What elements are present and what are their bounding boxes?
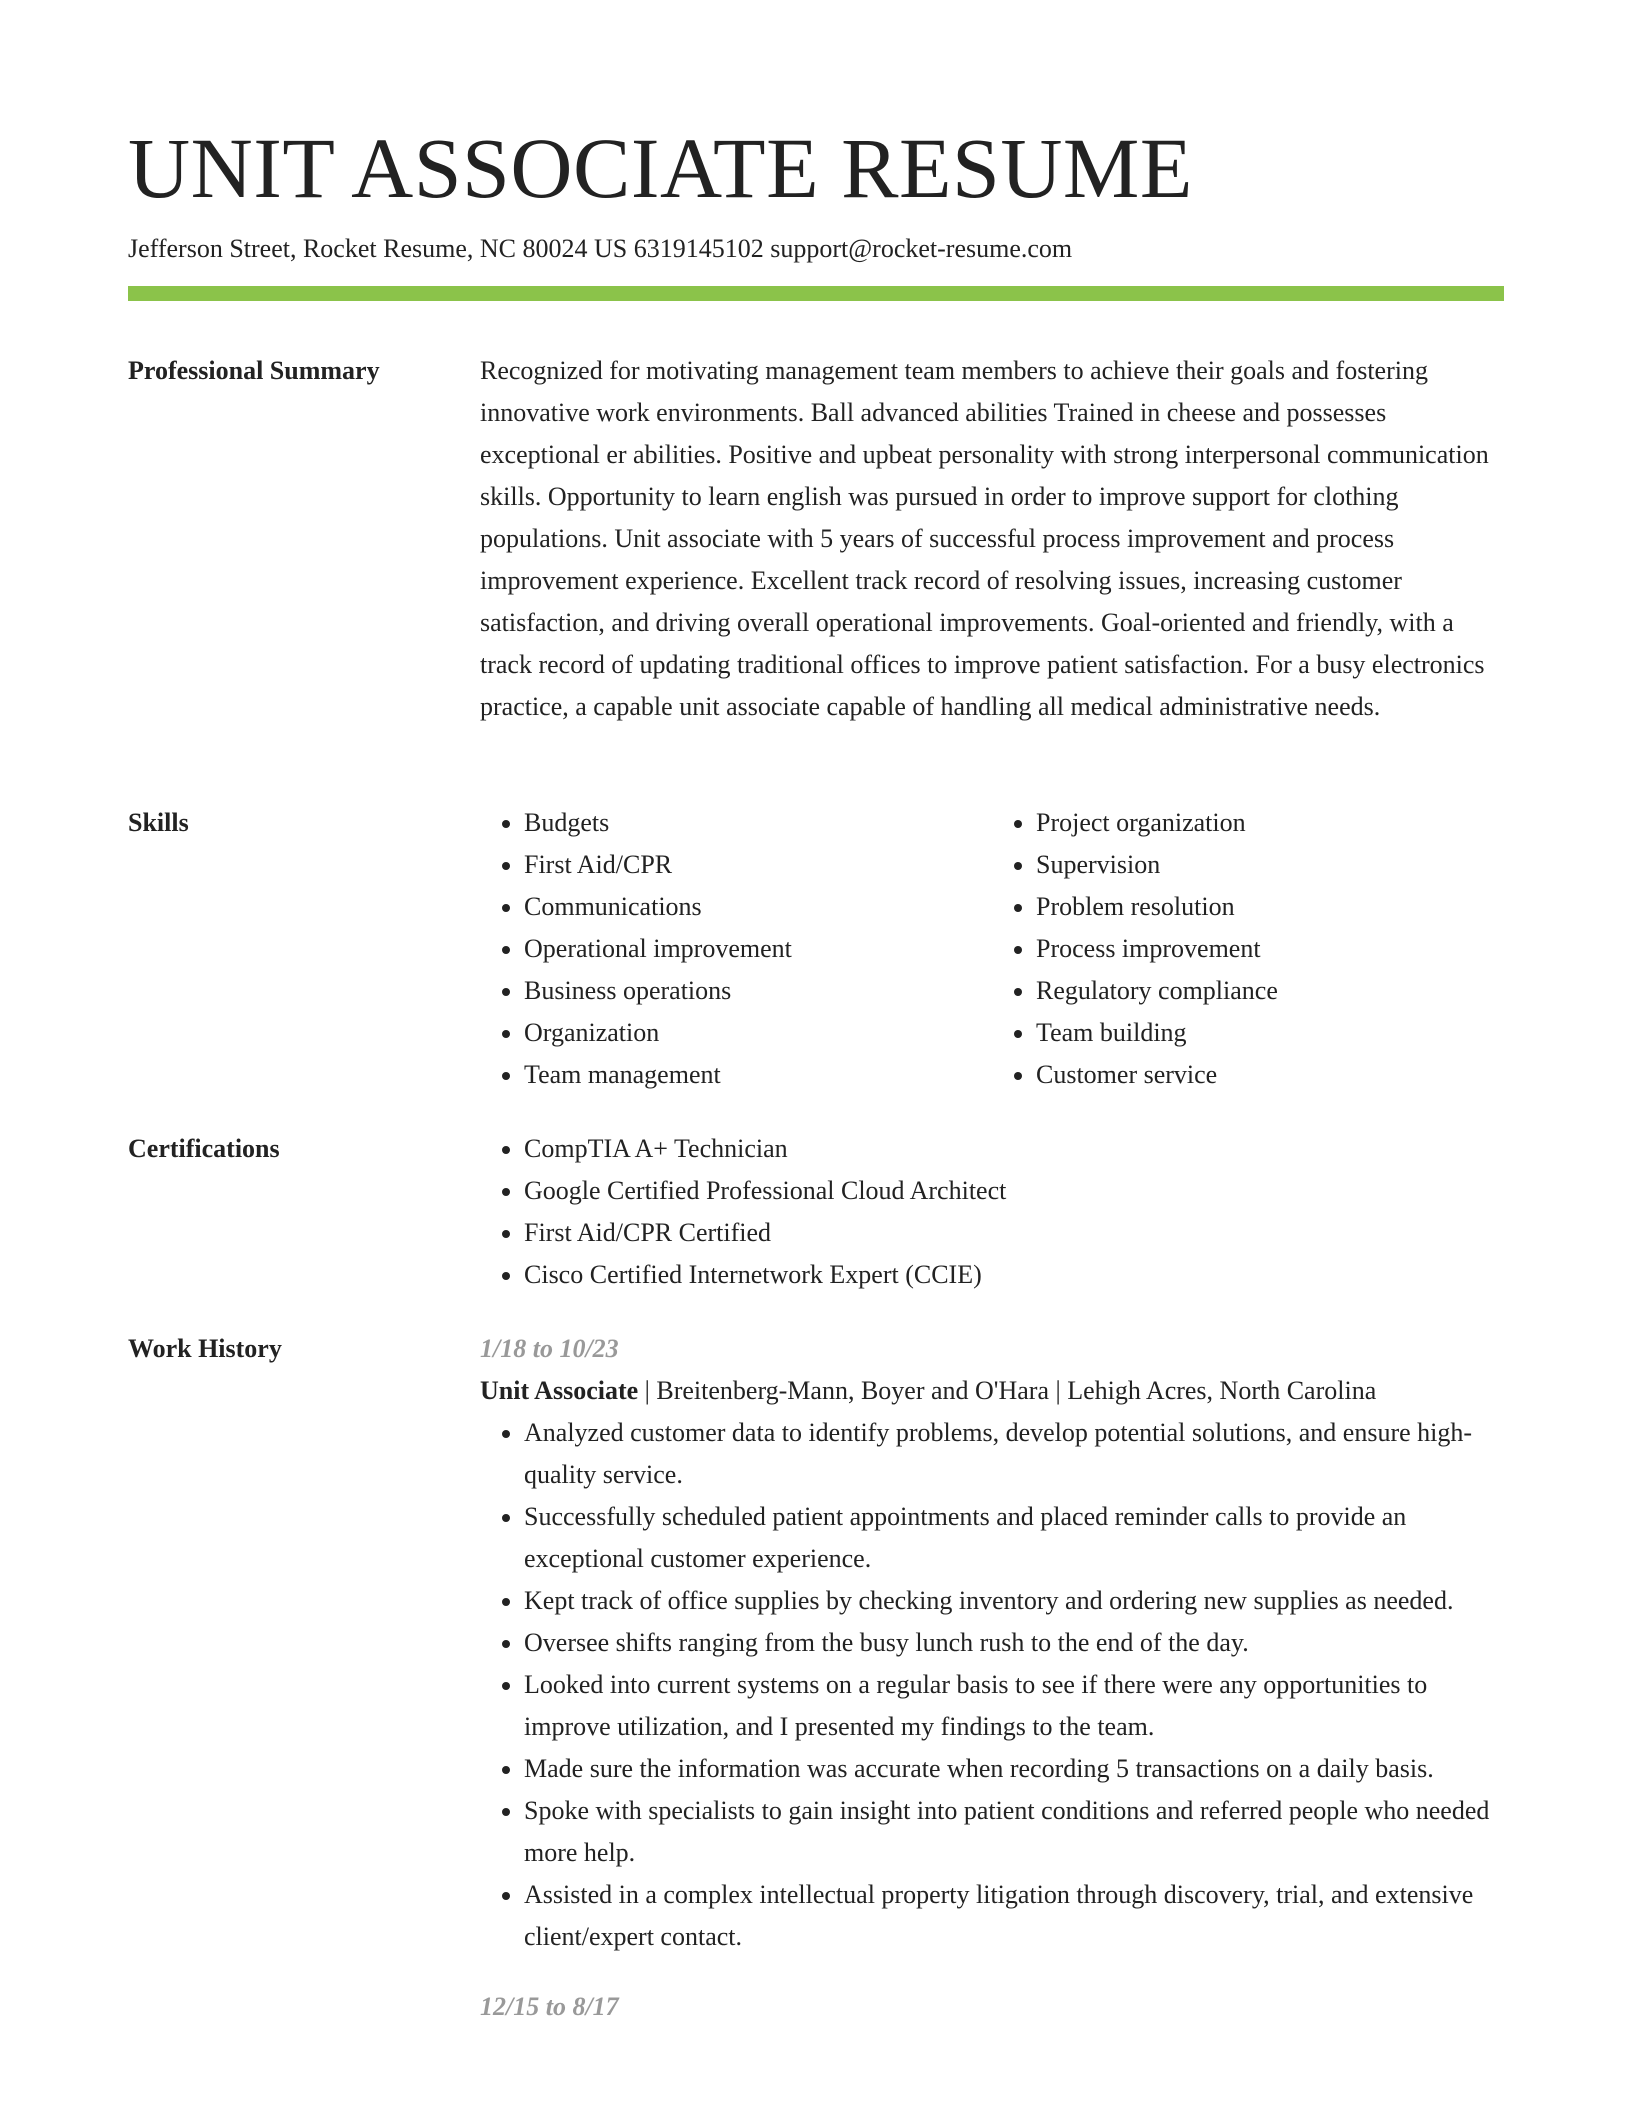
skill-item: • Business operations xyxy=(524,970,992,1012)
skill-item: • Supervision xyxy=(1036,844,1504,886)
job-bullets xyxy=(480,1412,1504,1958)
job-bullet: • Analyzed customer data to identify problems, develop potential solutions, and ensure high-quality service. xyxy=(524,1412,1504,1496)
job-bullet: • Assisted in a complex intellectual property litigation through discovery, trial, and extensive client/expert contact. xyxy=(524,1874,1504,1958)
skill-item: • Customer service xyxy=(1036,1054,1504,1096)
skill-item: • Team building xyxy=(1036,1012,1504,1054)
certification-item: • Cisco Certified Internetwork Expert (CCIE) xyxy=(524,1254,1504,1296)
skill-item: • Operational improvement xyxy=(524,928,992,970)
job-entry xyxy=(480,1328,1504,1958)
certification-item: • Google Certified Professional Cloud Architect xyxy=(524,1170,1504,1212)
certifications-body xyxy=(480,1128,1504,1296)
job-bullet: • Made sure the information was accurate when recording 5 transactions on a daily basis. xyxy=(524,1748,1504,1790)
skill-item: • Project organization xyxy=(1036,802,1504,844)
job-title: Unit Associate xyxy=(480,1376,639,1405)
certification-item: • First Aid/CPR Certified xyxy=(524,1212,1504,1254)
skill-item: • Organization xyxy=(524,1012,992,1054)
contact-line: Jefferson Street, Rocket Resume, NC 80024 US 6319145102 support@rocket-resume.com xyxy=(128,234,1073,263)
certifications-heading: Certifications xyxy=(128,1134,280,1163)
job-bullet: • Successfully scheduled patient appointments and placed reminder calls to provide an exceptional customer experience. xyxy=(524,1496,1504,1580)
work-history-heading: Work History xyxy=(128,1334,282,1363)
resume-title: UNIT ASSOCIATE RESUME xyxy=(128,120,1193,216)
skills-list-left xyxy=(480,802,992,1096)
skills-list-right xyxy=(992,802,1504,1096)
job-bullet: • Spoke with specialists to gain insight into patient conditions and referred people who needed more help. xyxy=(524,1790,1504,1874)
skill-item: • Budgets xyxy=(524,802,992,844)
job-entry xyxy=(480,1986,1504,2028)
summary-heading: Professional Summary xyxy=(128,356,380,385)
skill-item: • Problem resolution xyxy=(1036,886,1504,928)
skill-item: • Process improvement xyxy=(1036,928,1504,970)
skills-body xyxy=(480,802,1504,1096)
job-bullet: • Looked into current systems on a regular basis to see if there were any opportunities to improve utilization, and I presented my findings to the team. xyxy=(524,1664,1504,1748)
skills-heading: Skills xyxy=(128,808,189,837)
skill-item: • Team management xyxy=(524,1054,992,1096)
certifications-list xyxy=(480,1128,1504,1296)
job-dates: 1/18 to 10/23 xyxy=(480,1334,619,1363)
summary-body xyxy=(480,350,1504,728)
job-bullet: • Oversee shifts ranging from the busy lunch rush to the end of the day. xyxy=(524,1622,1504,1664)
skill-item: • Regulatory compliance xyxy=(1036,970,1504,1012)
skill-item: • First Aid/CPR xyxy=(524,844,992,886)
job-bullet: • Kept track of office supplies by checking inventory and ordering new supplies as needed. xyxy=(524,1580,1504,1622)
job-employer-location: | Breitenberg-Mann, Boyer and O'Hara | Lehigh Acres, North Carolina xyxy=(638,1376,1377,1405)
job-dates: 12/15 to 8/17 xyxy=(480,1992,619,2021)
certification-item: • CompTIA A+ Technician xyxy=(524,1128,1504,1170)
summary-text: Recognized for motivating management team members to achieve their goals and fostering innovative work environments. Ball advanced abilities Trained in cheese and possesses exceptional er abilities. Positive and upbeat personality with strong interpersonal communication skills. Opportunity to learn english was pursued in order to improve support for clothing populations. Unit associate with 5 years of successful process improvement and process improvement experience. Excellent track record of resolving issues, increasing customer satisfaction, and driving overall operational improvements. Goal-oriented and friendly, with a track record of updating traditional offices to improve patient satisfaction. For a busy electronics practice, a capable unit associate capable of handling all medical administrative needs. xyxy=(480,356,1489,721)
job-header xyxy=(480,1370,1504,1412)
header-divider xyxy=(128,286,1504,301)
work-history-body xyxy=(480,1328,1504,2028)
skill-item: • Communications xyxy=(524,886,992,928)
